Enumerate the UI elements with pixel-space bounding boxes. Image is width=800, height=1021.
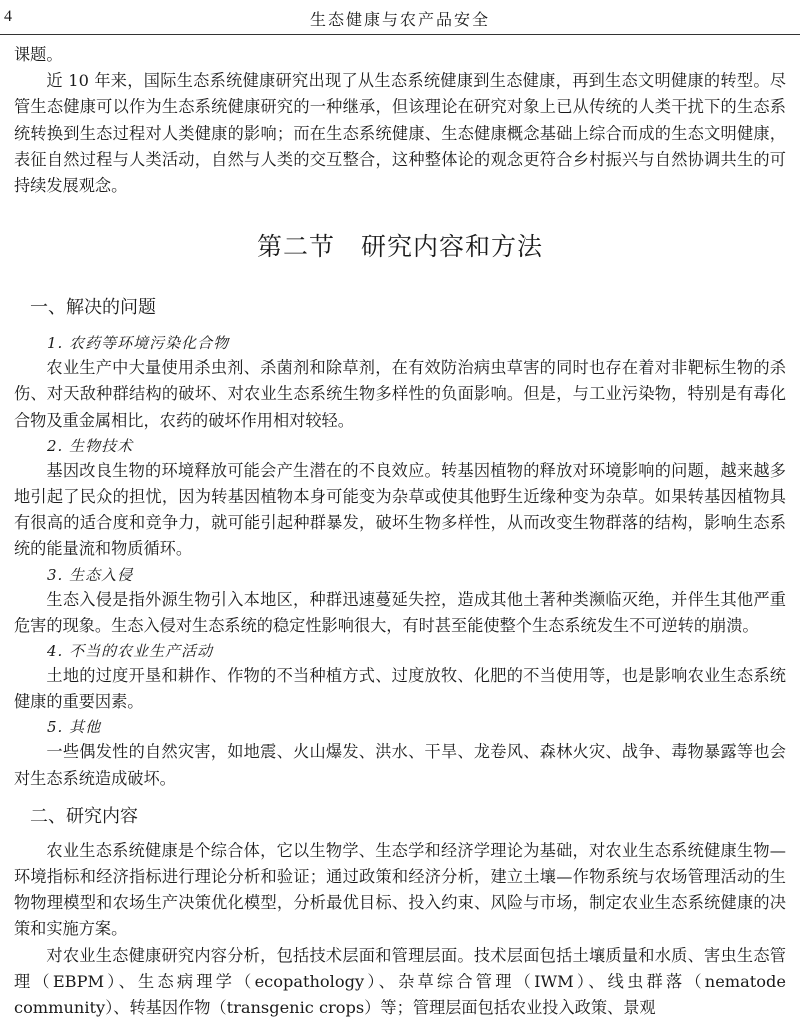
paragraph-pesticides: 农业生产中大量使用杀虫剂、杀菌剂和除草剂，在有效防治病虫草害的同时也存在着对非靶标生物的杀伤、对天敌种群结构的破坏、对农业生态系统生物多样性的负面影响。但是，与工业污染物，特别是有毒化合物及重金属相比，农药的破坏作用相对较轻。 [14,358,786,430]
paragraph-research-2: 对农业生态健康研究内容分析，包括技术层面和管理层面。技术层面包括土壤质量和水质、害虫生态管理（EBPM）、生态病理学（ecopathology）、杂草综合管理（IWM）、线虫群落（nematode community）、转基因作物（transgenic crops）等；管理层面包括农业投入政策、景观 [14,945,786,1018]
paragraph-research-1: 农业生态系统健康是个综合体，它以生物学、生态学和经济学理论为基础，对农业生态系统健康生物—环境指标和经济指标进行理论分析和验证；通过政策和经济分析，建立土壤—作物系统与农场管理活动的生物物理模型和农场生产决策优化模型，分析最优目标、投入约束、风险与市场，制定农业生态系统健康的决策和实施方案。 [14,840,786,939]
paragraph-biotech: 基因改良生物的环境释放可能会产生潜在的不良效应。转基因植物的释放对环境影响的问题，越来越多地引起了民众的担忧，因为转基因植物本身可能变为杂草或使其他野生近缘种变为杂草。如果转基因植物具有很高的适合度和竞争力，就可能引起种群暴发，破坏生物多样性，从而改变生物群落的结构，影响生态系统的能量流和物质循环。 [14,460,786,559]
page-header [0,0,800,40]
heading-problems: 一、解决的问题 [30,297,156,319]
section-title: 第二节 研究内容和方法 [256,232,543,262]
running-title: 生态健康与农产品安全 [309,10,490,29]
page-number: 4 [4,8,12,25]
subheading-other: 5. 其他 [47,718,102,737]
subheading-farming: 4. 不当的农业生产活动 [47,642,214,661]
page-body [14,42,786,1021]
subheading-pesticides: 1. 农药等环境污染化合物 [47,334,230,353]
subheading-biotech: 2. 生物技术 [47,436,134,455]
paragraph-intro: 近 10 年来，国际生态系统健康研究出现了从生态系统健康到生态健康，再到生态文明健康的转型。尽管生态健康可以作为生态系统健康研究的一种继承，但该理论在研究对象上已从传统的人类干扰下的生态系统转换到生态过程对人类健康的影响；而在生态系统健康、生态健康概念基础上综合而成的生态文明健康，表征自然过程与人类活动，自然与人类的交互整合，这种整体论的观念更符合乡村振兴与自然协调共生的可持续发展观念。 [14,71,786,196]
header-rule [0,34,800,35]
heading-research-content: 二、研究内容 [30,805,138,827]
paragraph-other: 一些偶发性的自然灾害，如地震、火山爆发、洪水、干旱、龙卷风、森林火灾、战争、毒物暴露等也会对生态系统造成破坏。 [14,742,786,788]
paragraph-farming: 土地的过度开垦和耕作、作物的不当种植方式、过度放牧、化肥的不当使用等，也是影响农业生态系统健康的重要因素。 [14,666,786,712]
paragraph-continuation: 课题。 [14,45,63,64]
paragraph-invasion: 生态入侵是指外源生物引入本地区，种群迅速蔓延失控，造成其他土著种类濒临灭绝，并伴生其他严重危害的现象。生态入侵对生态系统的稳定性影响很大，有时甚至能使整个生态系统发生不可逆转的崩溃。 [14,589,786,635]
subheading-invasion: 3. 生态入侵 [47,565,134,584]
